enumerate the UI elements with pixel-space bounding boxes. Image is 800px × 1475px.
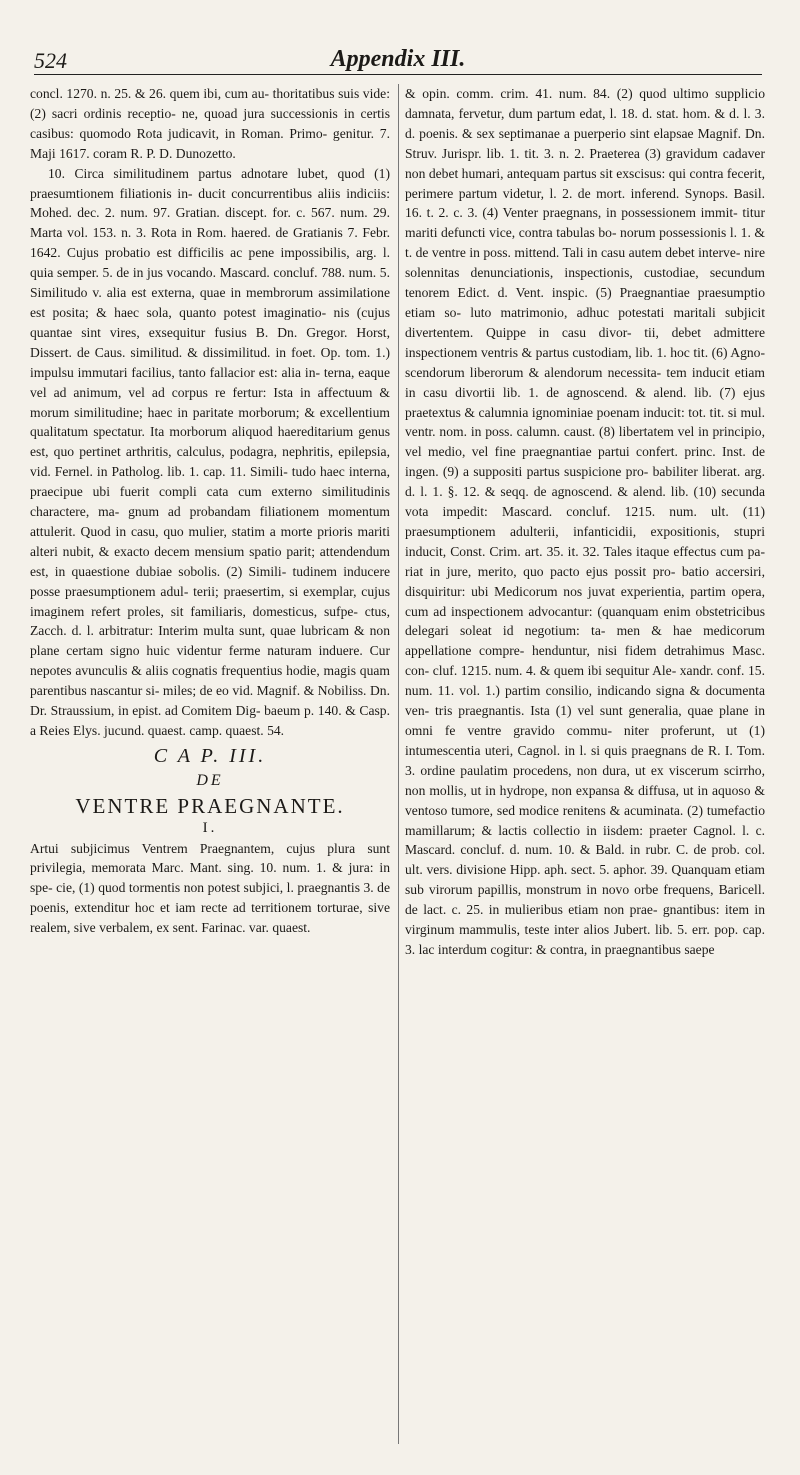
left-column: [30, 84, 390, 1464]
right-column: [405, 84, 765, 1464]
section-number: I.: [202, 819, 218, 836]
page-number: 524: [34, 48, 67, 73]
column-divider: [398, 84, 399, 1444]
running-title: Appendix III.: [330, 46, 466, 72]
paragraph-continuation: concl. 1270. n. 25. & 26. quem ibi, cum au- thoritatibus suis vide: (2) sacri ordinis receptio- ne, quoad jura successionis in certis casibus: quomodo Rota judicavit, in Roman. Primo- genitur. 7. Maji 1617. coram R. P. D. Dunozetto.: [30, 86, 390, 161]
running-head: [34, 44, 762, 75]
chapter-label: C A P. III.: [153, 744, 267, 767]
section-title: VENTRE PRAEGNANTE.: [75, 793, 345, 818]
paragraph-right: & opin. comm. crim. 41. num. 84. (2) quod ultimo supplicio damnata, fervetur, dum partum edat, l. 18. d. stat. hom. & d. l. 3. d. poenis. & sex septimanae a puerperio sint elapsae Magnif. Dn. Struv. Jurispr. lib. 1. tit. 3. n. 2. Praeterea (3) gravidum cadaver non debet humari, antequam partus sit exscisus: qui contra fecerit, perimere partum videtur, l. 2. de mort. inferend. Synops. Basil. 16. t. 2. c. 3. (4) Venter praegnans, in possessionem immit- titur mariti defuncti vice, contra tabulas bo- norum possessionis l. 1. & t. de ventre in poss. mittend. Tali in casu autem debet interve- nire solennitas denunciationis, inspectionis, custodiae, secundum tenorem Edict. d. Vent. inspic. (5) Praegnantiae praesumptio etiam so- luto matrimonio, adhuc potestati maritali subjicit divertentem. Quippe in casu divor- tii, debet admittere inspectionem ventris & partus custodiam, lib. 1. hoc tit. (6) Agno- scendorum liberorum & alendorum necessita- tem inducit etiam in casu divortii lib. 1. de agnoscend. & alend. lib. (7) ejus praetextus & calumnia ignominiae poenam inducit: tot. tit. si mul. ventr. nom. in poss. calumn. caust. (8) libertatem vel in principio, vel medio, vel fine praegnantiae partui confert. princ. Inst. de ingen. (9) a suppositi partus suspicione pro- babiliter liberat. arg. d. l. 1. §. 12. & seqq. de agnoscend. & alend. lib. (10) secunda vota impedit: Mascard. concluf. 1215. num. ult. (11) praesumptionem adulterii, infanticidii, expositionis, stupri inducit, Const. Crim. art. 35. it. 32. Tales itaque effectus cum pa- riat in jure, merito, quo pacto ejus possit pro- batio accersiri, disquiritur: ubi Medicorum nos juvat experientia, partim opera, cum ad inspectionem advocantur: (quanquam enim obstetricibus delegari soleat id negotium: ta- men & hae medicorum appellatione compre- henduntur, nisi fidem detrahimus Masc. con- cluf. 1215. num. 4. & quem ibi sequitur Ale- xandr. conf. 15. num. 11. vol. 1.) partim consilio, indicando signa & documenta ven- tris praegnantis. Ista (1) vel sunt generalia, quae plane in omni fe ventre gravido commu- niter proferunt, ut (1) intumescentia uteri, Cagnol. in l. si quis praegnans de R. I. Tom. 3. ordine paulatim procedens, non dura, ut ex viscerum scirrho, non mollis, ut in hydrope, non expansa & diffusa, ut in aquoso & ventoso tumore, sed modice renitens & acuminata. (2) tumefactio mamillarum; & lactis collectio in iisdem: praeter Cagnol. l. c. Mascard. concluf. d. num. 10. & Bald. in rubr. C. de prob. col. ult. vers. divisione Hipp. aph. sect. 5. aphor. 39. Quanquam etiam sub virorum papillis, monstrum in novo orbe frequens, Baricell. de lact. c. 25. in mulieribus etiam non prae- gnantibus: item in virginum mammulis, teste inter alios Jubert. lib. 5. err. pop. cap. 3. lac interdum cogitur: & contra, in praegnantibus saepe: [405, 86, 765, 957]
section-paragraph-1: Artui subjicimus Ventrem Praegnantem, cujus plura sunt privilegia, memorata Marc. Mant. sing. 10. num. 1. & jura: in spe- cie, (1) quod tormentis non potest subjici, l. praegnantis 3. de poenis, extenditur hoc et iam recte ad territionem torturae, sive realem, sive verbalem, ex sent. Farinac. var. quaest.: [30, 840, 390, 936]
paragraph-10: 10. Circa similitudinem partus adnotare lubet, quod (1) praesumtionem filiationis in- ducit concurrentibus aliis indiciis: Mohed. dec. 2. num. 97. Gratian. discept. for. c. 567. num. 29. Marta vol. 153. n. 3. Rota in Rom. haered. de Gratianis 7. Febr. 1642. Cujus probatio est difficilis ac pene impossibilis, arg. l. quia semper. 5. de in jus vocando. Mascard. concluf. 788. num. 5. Similitudo v. alia est externa, quae in membrorum assimilatione est posita; & haec sola, quanto potest imaginatio- nis (cujus quantae sint vires, exsequitur fusius B. Dn. Gregor. Horst, Dissert. de Caus. similitud. & dissimilitud. in foet. Op. tom. 1.) impulsu immutari facilius, tanto fallacior est: alia in- terna, eaque vel ad animum, vel ad corpus re fertur: Ista in affectuum & morum similitudine; haec in paritate morborum; & excellentium qualitatum spectatur. Ita morborum aliquod haereditarium genus est, quo pertinet arthritis, calculus, podagra, nephritis, epilepsia, vid. Fernel. in Patholog. lib. 1. cap. 11. Simili- tudo haec interna, praecipue ubi fuerit compli cata cum externo similitudinis charactere, ma- gnum ad probandam filiationem momentum attulerit. Quod in casu, quo mulier, statim a morte prioris mariti alteri nubit, & exacto decem mensium spatio parit; attendendum est, in quaestione dubiae sobolis. (2) Simili- tudinem inducere posse praesumptionem adul- terii; praesertim, si exemplar, cujus imaginem refert proles, sit familiaris, domesticus, sufpe- ctus, Zacch. d. l. arbitratur: Interim multa sunt, quae lubricam & non plane certam signo huic videntur ferme naturam induere. Cur nepotes avunculis & aliis cognatis frequentius hodie, magis quam parentibus nascantur si- miles; de eo vid. Magnif. & Nobiliss. Dn. Dr. Straussium, in epist. ad Comitem Dig- baeum p. 140. & Casp. a Reies Elys. jucund. quaest. camp. quaest. 54.: [30, 165, 390, 738]
section-de: DE: [196, 771, 224, 789]
